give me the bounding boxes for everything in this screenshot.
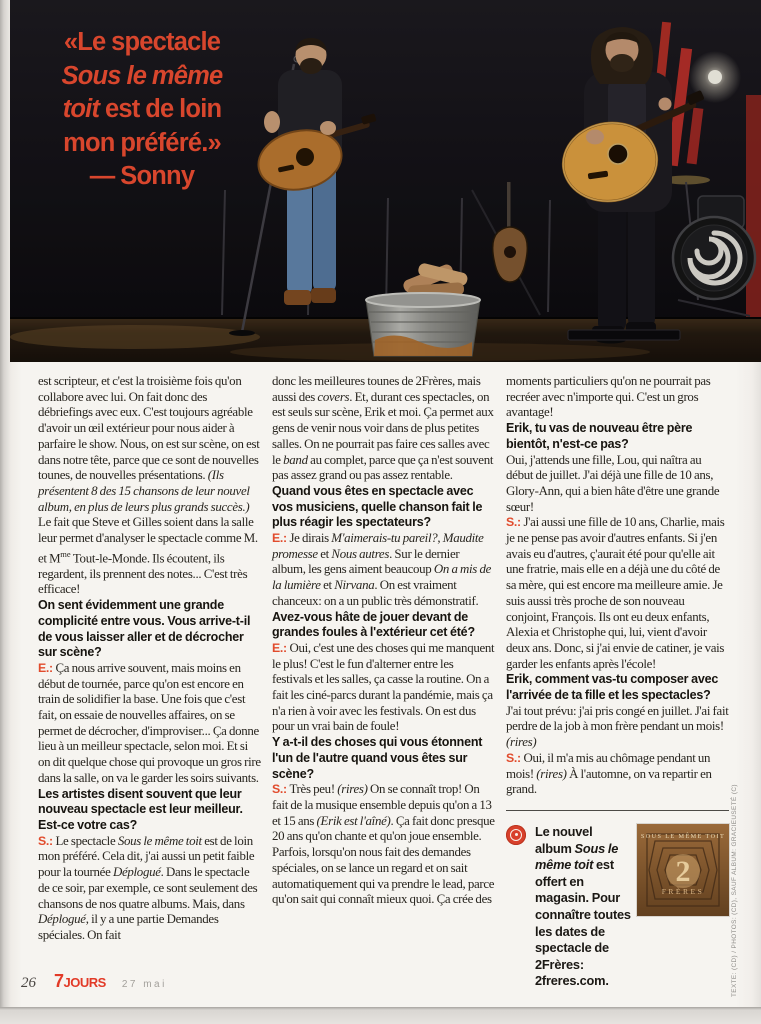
paragraph: «Le spectacle <box>63 28 221 56</box>
paragraph: S.: Le spectacle Sous le même toit est de loin mon préféré. Cela dit, j'ai aussi un petit faible pour la tournée Déplogué. Dans le spectacle de ce soir, par exemple, ce sont seulement des chansons de nos quatre albums. Mais, dans Déplogué, il y a une partie Demandes spéciales. On fait <box>38 833 258 942</box>
paragraph: toit est de loin <box>62 95 222 123</box>
stage-photo <box>10 0 761 362</box>
paragraph: est scripteur, et c'est la troisième fois qu'on collabore avec lui. On fait donc des débriefings avec eux. C'est toujours agréable d'avoir un œil extérieur pour nous aider à parfaire le show. Nous, on est sur scène, on est dans notre tête, parce que ce sont de nouvelles tounes, de nouvelles présentations. (Ils présentent 8 des 15 chansons de leur nouvel album, en plus de leurs plus grands succès.) Le fait que Steve et Gilles soient dans la salle leur permet d'analyser le spectacle comme M. et $M^{me}$ Tout-le-Monde. Ils écoutent, ils regardent, ils prennent des notes... C'est très efficace! <box>38 374 260 597</box>
paragraph: Oui, j'attends une fille, Lou, qui naîtra au début de juillet. J'ai déjà une fille de 10 ans, Glory-Ann, qui a bien hâte d'être une grande sœur! <box>506 452 720 514</box>
paragraph: S.: Oui, il m'a mis au chômage pendant un mois! (rires) À l'automne, on va repartir en grand. <box>506 750 712 797</box>
paragraph: moments particuliers qu'on ne pourrait pas recréer avec n'importe qui. C'est un gros avantage! <box>506 374 711 420</box>
question-paragraph: Erik, tu vas de nouveau être père bientôt, n'est-ce pas? <box>506 421 693 451</box>
question-paragraph: Y a-t-il des choses qui vous étonnent l'un de l'autre quand vous êtes sur scène? <box>272 735 483 781</box>
page-number: 26 <box>21 975 36 991</box>
question-paragraph: Avez-vous hâte de jouer devant de grandes foules à l'extérieur cet été? <box>272 609 475 640</box>
issue-date: 27 mai <box>121 979 167 990</box>
paragraph: J'ai tout prévu: j'ai pris congé en juillet. J'ai fait perdre de la job à mon frère pendant un mois! (rires) <box>506 703 729 750</box>
album-promo-box <box>506 810 729 990</box>
album-number-text: 2 <box>675 854 691 888</box>
paragraph: — Sonny <box>89 162 195 190</box>
pull-quote <box>28 26 256 194</box>
article-column-3 <box>506 374 729 990</box>
album-cover <box>637 824 729 916</box>
question-paragraph: On sent évidemment une grande complicité entre vous. Vous arrive-t-il de vous laisser aller et de décrocher sur scène? <box>38 598 251 660</box>
paragraph: S.: J'ai aussi une fille de 10 ans, Charlie, mais je ne pense pas avoir d'autres enfants. Si j'en avais eu d'autres, ç'aurait été pour qu'elle ait une fratrie, mais elle en a déjà une du côté de sa mère, qui est encore ma meilleure amie. Je suis aussi très proche de son nouveau conjoint, François. Ils ont eu deux enfants, Alexia et Christophe qui, lui, vient d'avoir deux ans. Donc, si j'ai envie de catiner, je vais garder les enfants après l'école! <box>506 515 725 671</box>
album-title-text: SOUS LE MÊME TOIT <box>640 832 726 840</box>
album-band-text: FRÈRES <box>661 886 705 896</box>
cd-icon <box>506 825 526 845</box>
paragraph: Sous le même <box>61 61 223 90</box>
question-paragraph: Les artistes disent souvent que leur nouveau spectacle est leur meilleur. Est-ce votre cas? <box>38 786 243 832</box>
page-bottom-edge <box>0 1007 761 1024</box>
article-column-1 <box>38 374 261 944</box>
article-column-2 <box>272 374 495 908</box>
page-footer <box>21 971 167 991</box>
paragraph: mon préféré.» <box>63 128 221 157</box>
photo-credit: TEXTE: (CD) / PHOTOS: (CD), SAUF ALBUM: GRACIEUSETÉ (C) <box>731 784 738 997</box>
paragraph: E.: Ça nous arrive souvent, mais moins en début de tournée, parce qu'on est encore en train de solidifier la base. Une fois que c'est fait, on essaie de nouvelles affaires, on se permet de décrocher, d'improviser... Ça donne lieu à un meilleur spectacle, selon moi. Et si on dit quelque chose qui provoque un gros rire dans la salle, on va le garder les soirs suivants. <box>38 660 261 785</box>
paragraph: E.: Oui, c'est une des choses qui me manquent le plus! C'est le fun d'alterner entre les festivals et les salles, ça casse la routine. On a fait les ciné-parcs durant la pandémie, mais ça n'a rien à voir avec les festivals. On est dus pour un vrai bain de foule! <box>272 640 495 734</box>
paragraph: S.: Très peu! (rires) On se connaît trop! On fait de la musique ensemble depuis qu'on a 13 et 15 ans (Erik est l'aîné). Ça fait donc presque 20 ans qu'on chante et qu'on joue ensemble. Parfois, lorsqu'on nous fait des demandes spéciales, on se lance un regard et on sait automatiquement qui va prendre le lead, parce qu'on sait qui connaît mieux quoi. Ça crée des <box>272 782 495 907</box>
magazine-logo: 7JOURS <box>54 971 106 991</box>
paragraph: donc les meilleures tounes de 2Frères, mais aussi des covers. Et, durant ces spectacles, on est seuls sur scène, Erik et moi. Ça permet aux gens de venir nous voir dans de plus petites salles. On ne pourrait pas faire ces salles avec le band au complet, parce que ça n'est souvent pas assez grand ou pas assez rentable. <box>272 374 494 483</box>
question-paragraph: Erik, comment vas-tu composer avec l'arrivée de ta fille et les spectacles? <box>506 672 719 703</box>
album-promo-text <box>526 824 637 990</box>
paragraph: E.: Je dirais M'aimerais-tu pareil?, Maudite promesse et Nous autres. Sur le dernier album, les gens aiment beaucoup On a mis de la lumière et Nirvana. On est vraiment chanceux: on a un public très démonstratif. <box>272 531 492 608</box>
question-paragraph: Quand vous êtes en spectacle avec vos musiciens, quelle chanson fait le plus réagir les spectateurs? <box>272 483 483 530</box>
paragraph: Le nouvel album Sous le même toit est offert en magasin. Pour connaître toutes les dates de spectacle de 2Frères: 2freres.com. <box>535 823 631 989</box>
article-column-3-text <box>506 374 729 798</box>
